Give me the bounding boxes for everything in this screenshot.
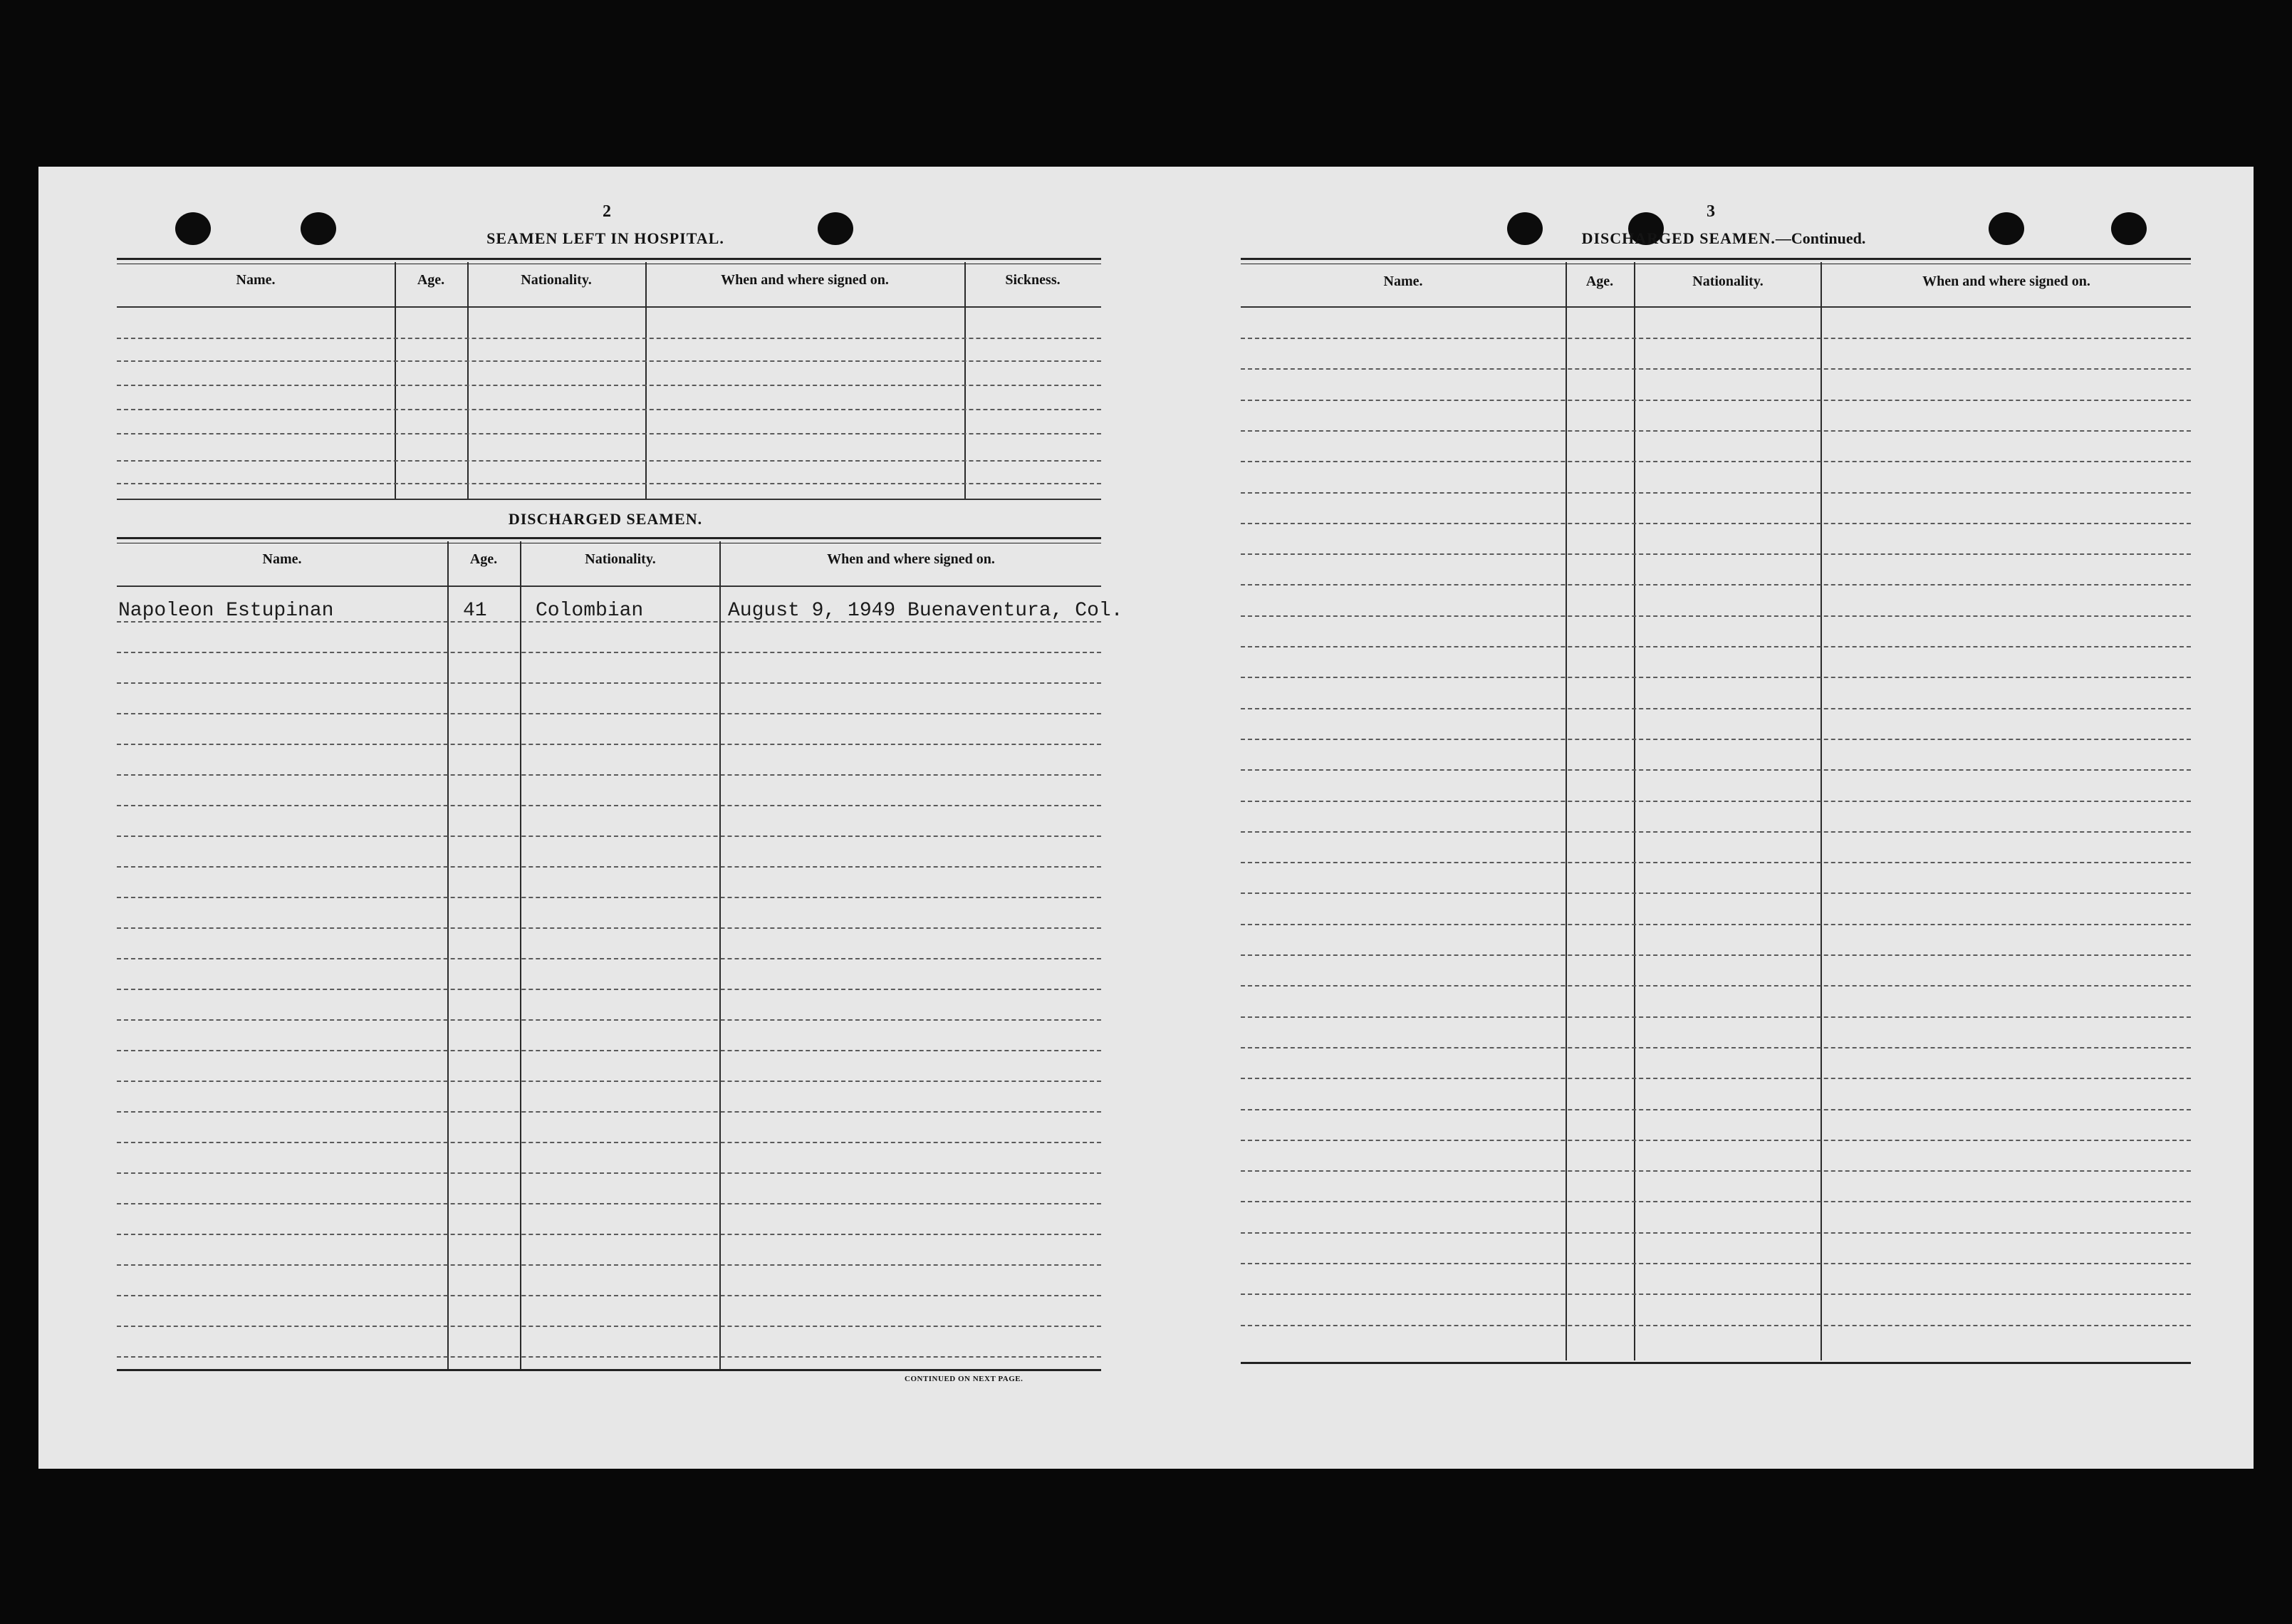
- ruled-line: [1241, 801, 2191, 802]
- ruled-line: [117, 927, 1101, 929]
- punch-hole: [175, 212, 211, 245]
- page-number-right: 3: [1707, 202, 1715, 221]
- right-title-continued: —Continued.: [1775, 229, 1866, 247]
- ruled-line: [1241, 646, 2191, 647]
- ruled-line: [1241, 584, 2191, 585]
- punch-hole: [2111, 212, 2147, 245]
- right-header-nationality: Nationality.: [1692, 274, 1764, 289]
- ruled-line: [117, 958, 1101, 959]
- punch-hole: [818, 212, 853, 245]
- ruled-line: [1241, 924, 2191, 925]
- ruled-line: [1241, 615, 2191, 617]
- hospital-header-name: Name.: [236, 272, 276, 288]
- ruled-line: [1241, 1140, 2191, 1141]
- ruled-line: [1241, 430, 2191, 432]
- ruled-line: [1241, 1078, 2191, 1079]
- ruled-line: [1241, 739, 2191, 740]
- ruled-line: [1241, 1170, 2191, 1172]
- ruled-line: [117, 1081, 1101, 1082]
- ruled-line: [1241, 1294, 2191, 1295]
- ruled-line: [1241, 338, 2191, 339]
- ruled-line: [117, 1295, 1101, 1296]
- ruled-line: [1241, 1263, 2191, 1264]
- ruled-line: [1241, 1047, 2191, 1048]
- ruled-line: [1241, 677, 2191, 678]
- ruled-line: [1241, 1201, 2191, 1202]
- entry-age: 41: [463, 600, 487, 622]
- hospital-header-sickness: Sickness.: [1005, 272, 1061, 288]
- entry-nationality: Colombian: [536, 600, 644, 622]
- ruled-line: [1241, 553, 2191, 555]
- ruled-line: [1241, 892, 2191, 894]
- ruled-line: [117, 805, 1101, 806]
- hospital-header-signed-on: When and where signed on.: [721, 272, 889, 288]
- entry-signed-on: August 9, 1949 Buenaventura, Col.: [728, 600, 1123, 622]
- hospital-header-age: Age.: [417, 272, 445, 288]
- right-section-title: [1496, 229, 1952, 248]
- punch-hole: [1989, 212, 2024, 245]
- ruled-line: [1241, 954, 2191, 956]
- ruled-line: [1241, 769, 2191, 771]
- discharged-header-signed-on: When and where signed on.: [827, 551, 995, 567]
- ruled-line: [117, 1050, 1101, 1051]
- ruled-line: [117, 682, 1101, 684]
- discharged-section-title: DISCHARGED SEAMEN.: [508, 510, 703, 528]
- ruled-line: [117, 836, 1101, 837]
- ruled-line: [1241, 1232, 2191, 1234]
- ruled-line: [117, 897, 1101, 898]
- ruled-line: [117, 1203, 1101, 1204]
- ruled-line: [117, 1264, 1101, 1266]
- ruled-line: [1241, 1325, 2191, 1326]
- ruled-line: [1241, 368, 2191, 370]
- page-number-left: 2: [603, 202, 611, 221]
- ruled-line: [117, 713, 1101, 714]
- ruled-line: [117, 1234, 1101, 1235]
- ruled-line: [1241, 1109, 2191, 1110]
- ruled-line: [117, 1172, 1101, 1174]
- ruled-line: [1241, 985, 2191, 987]
- hospital-table: [117, 258, 1101, 500]
- ruled-line: [1241, 1016, 2191, 1018]
- entry-name: Napoleon Estupinan: [118, 600, 334, 622]
- ruled-line: [117, 989, 1101, 990]
- right-header-name: Name.: [1383, 274, 1423, 289]
- ruled-line: [1241, 523, 2191, 524]
- ruled-line: [117, 744, 1101, 745]
- discharged-table-right: [1241, 258, 2191, 1369]
- ruled-line: [117, 866, 1101, 868]
- right-title-main: DISCHARGED SEAMEN.: [1581, 229, 1776, 247]
- hospital-header-nationality: Nationality.: [521, 272, 592, 288]
- discharged-header-age: Age.: [469, 551, 498, 567]
- punch-hole: [301, 212, 336, 245]
- continued-footer: CONTINUED ON NEXT PAGE.: [905, 1375, 1023, 1383]
- ruled-line: [117, 774, 1101, 776]
- discharged-header-name: Name.: [262, 551, 302, 567]
- discharged-table-left: [117, 537, 1101, 1375]
- hospital-section-title: SEAMEN LEFT IN HOSPITAL.: [486, 229, 724, 247]
- ruled-line: [1241, 831, 2191, 833]
- ruled-line: [1241, 461, 2191, 462]
- ruled-line: [1241, 862, 2191, 863]
- ruled-line: [117, 1019, 1101, 1021]
- discharged-header-nationality: Nationality.: [585, 551, 656, 567]
- ruled-line: [117, 652, 1101, 653]
- ruled-line: [117, 1142, 1101, 1143]
- right-header-age: Age.: [1585, 274, 1614, 289]
- ruled-line: [117, 1356, 1101, 1358]
- ruled-line: [1241, 400, 2191, 401]
- right-header-signed-on: When and where signed on.: [1922, 274, 2090, 289]
- ruled-line: [1241, 708, 2191, 709]
- ruled-line: [1241, 492, 2191, 494]
- ruled-line: [117, 1326, 1101, 1327]
- ruled-line: [117, 1111, 1101, 1113]
